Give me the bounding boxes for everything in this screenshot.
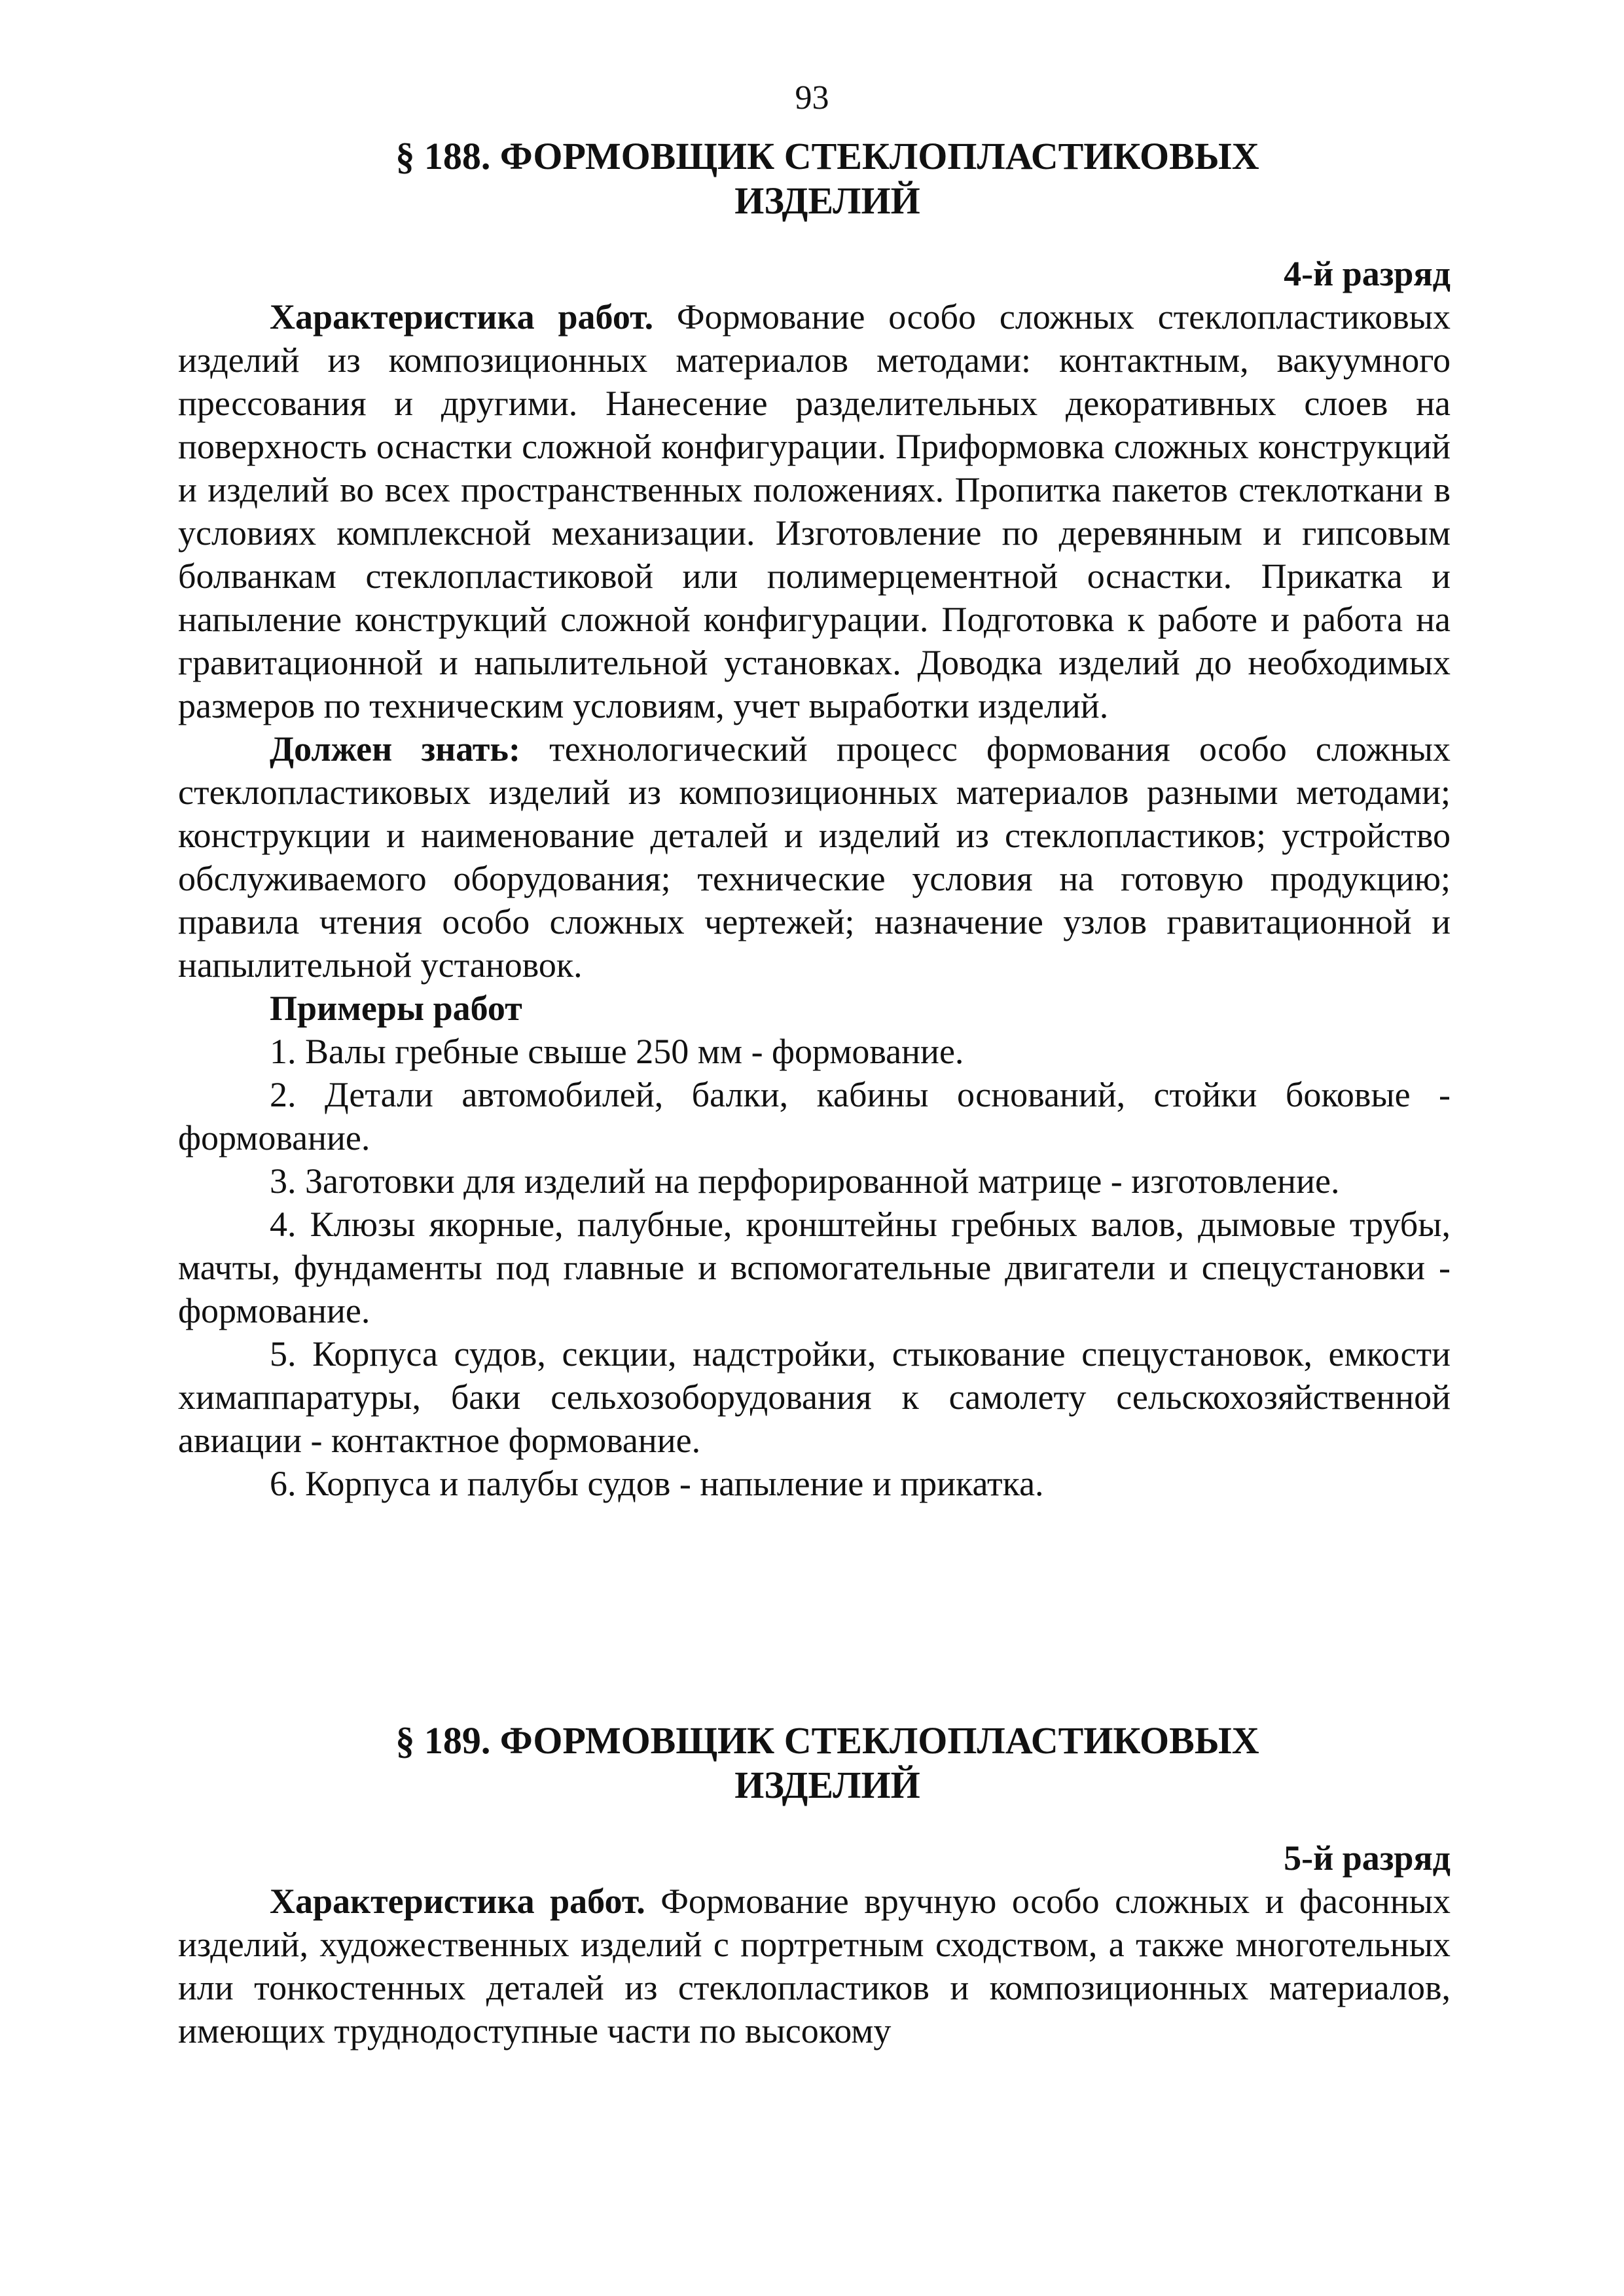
knowledge-label: Должен знать: [270,729,520,769]
section-heading [178,1719,1451,1808]
list-item: 5. Корпуса судов, секции, надстройки, стыкование спецустановок, емкости химаппаратуры, баки сельхозоборудования к самолету сельскохозяйственной авиации - контактное формование. [178,1334,1451,1460]
knowledge-text: технологический процесс формования особо сложных стеклопластиковых изделий из композиционных материалов разными методами; конструкции и наименование деталей и изделий из стеклопластиков; устройство обслуживаемого оборудования; технические условия на готовую продукцию; правила чтения особо сложных чертежей; назначение узлов гравитационной и напылительной установок. [178,729,1451,985]
page-number: 93 [795,79,829,117]
grade-label: 4-й разряд [1284,254,1451,293]
characteristics-paragraph [178,295,1451,727]
list-item: 1. Валы гребные свыше 250 мм - формование. [270,1032,964,1071]
characteristics-text: Формование особо сложных стеклопластиковых изделий из композиционных материалов методами: контактным, вакуумного прессования и другими. Нанесение разделительных декоративных слоев на поверхность оснастки сложной конфигурации. Приформовка сложных конструкций и изделий во всех пространственных положениях. Пропитка пакетов стеклоткани в условиях комплексной механизации. Изготовление по деревянным и гипсовым болванкам стеклопластиковой или полимерцементной оснастки. Прикатка и напыление конструкций сложной конфигурации. Подготовка к работе и работа на гравитационной и напылительной установках. Доводка изделий до необходимых размеров по техническим условиям, учет выработки изделий. [178,297,1451,725]
heading-line-2: ИЗДЕЛИЙ [734,179,920,222]
section-189 [178,1719,1451,2052]
list-item: 6. Корпуса и палубы судов - напыление и прикатка. [270,1464,1044,1503]
list-item: 4. Клюзы якорные, палубные, кронштейны гребных валов, дымовые трубы, мачты, фундаменты под главные и вспомогательные двигатели и спецустановки - формование. [178,1205,1451,1330]
section-188 [178,134,1451,1505]
knowledge-paragraph [178,727,1451,987]
heading-line-2: ИЗДЕЛИЙ [734,1764,920,1806]
examples-heading: Примеры работ [270,989,522,1028]
heading-line-1: § 189. ФОРМОВЩИК СТЕКЛОПЛАСТИКОВЫХ [395,1719,1259,1762]
characteristics-label: Характеристика работ. [270,297,654,337]
characteristics-text: Формование вручную особо сложных и фасонных изделий, художественных изделий с портретным сходством, а также многотельных или тонкостенных деталей из стеклопластиков и композиционных материалов, имеющих труднодоступные части по высокому [178,1882,1451,2050]
examples-list [178,1030,1451,1505]
characteristics-label: Характеристика работ. [270,1882,645,1921]
list-item: 2. Детали автомобилей, балки, кабины оснований, стойки боковые - формование. [178,1075,1451,1157]
list-item: 3. Заготовки для изделий на перфорированной матрице - изготовление. [270,1161,1340,1201]
characteristics-paragraph [178,1880,1451,2052]
grade-label: 5-й разряд [1284,1838,1451,1878]
section-heading [178,134,1451,223]
heading-line-1: § 188. ФОРМОВЩИК СТЕКЛОПЛАСТИКОВЫХ [395,135,1259,177]
